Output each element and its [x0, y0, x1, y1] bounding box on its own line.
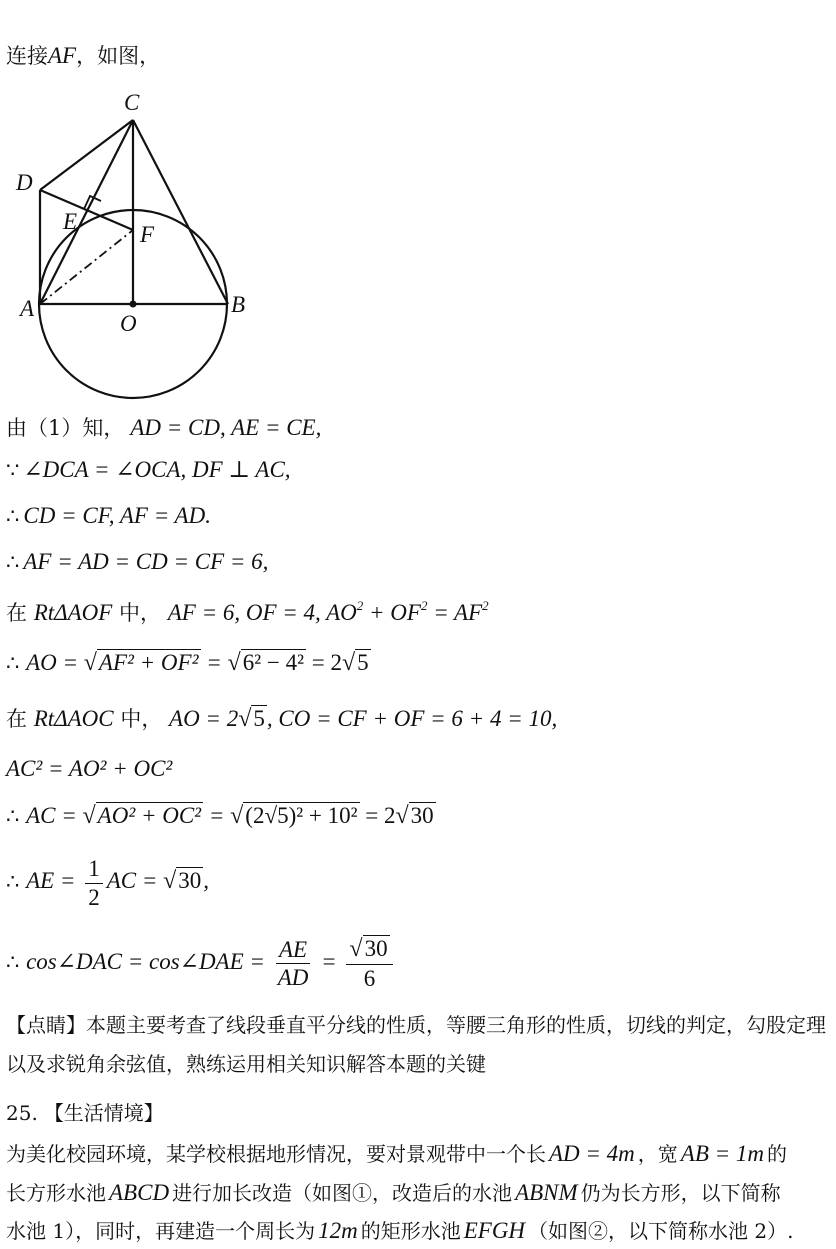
geometry-figure: [0, 80, 280, 410]
comment-paragraph: [6, 1006, 828, 1084]
comment-text: 本题主要考查了线段垂直平分线的性质，等腰三角形的性质，切线的判定，勾股定理以及求锐角余弦值，熟练运用相关知识解答本题的关键: [6, 1013, 826, 1076]
solution-line-4: ∴ AF = AD = CD = CF = 6,: [6, 549, 269, 574]
label-e: E: [63, 209, 78, 234]
problem-line-1: 为美化校园环境，某学校根据地形情况，要对景观带中一个长 AD = 4m ，宽 AB = 1m 的: [6, 1141, 788, 1166]
problem-line-3: 水池 1），同时，再建造一个周长为 12m 的矩形水池 EFGH （如图②，以下简称水池 2）.: [6, 1218, 794, 1243]
solution-line-8: AC² = AO² + OC²: [6, 756, 173, 781]
solution-line-5: 在 RtΔAOF 中， AF = 6, OF = 4, $AO^2 + OF^2 = AF^2$: [6, 598, 489, 625]
label-d: D: [16, 170, 33, 195]
label-b: B: [231, 292, 246, 317]
solution-line-3: ∴ CD = CF, AF = AD.: [6, 503, 211, 528]
problem-tag: 【生活情境】: [43, 1101, 164, 1125]
solution-line-9: ∴ AC = √AO² + OC² = √(2√5)² + 10² = 2√30: [6, 803, 434, 829]
intro-line: [6, 40, 160, 70]
solution-line-1: 由（1）知， AD = CD, AE = CE,: [6, 415, 322, 440]
solution-line-10: ∴ AE = $\frac{1}{2}$ AC = √30,: [6, 856, 210, 910]
solution-line-7: 在 RtΔAOC 中， AO = 2√5, CO = CF + OF = 6 + 4 = 10,: [6, 706, 558, 732]
intro-var: AF: [48, 43, 77, 68]
label-f: F: [140, 222, 155, 247]
label-a: A: [20, 296, 35, 321]
intro-text: 连接: [6, 44, 48, 68]
label-o: O: [120, 311, 137, 336]
problem-line-2: 长方形水池 ABCD 进行加长改造（如图①，改造后的水池 ABNM 仍为长方形，以下简称: [6, 1180, 781, 1205]
solution-line-11: ∴ cos∠DAC = cos∠DAE = $\frac{AE}{AD}$ = $\frac{√30}{6}$: [6, 935, 397, 992]
solution-line-6: ∴ AO = √AF² + OF² = √6² − 4² = 2√5: [6, 650, 369, 676]
segment-af-dashed: [40, 230, 133, 304]
problem-number: 25.: [6, 1101, 38, 1125]
point-o: [130, 301, 137, 308]
segment-cd: [40, 120, 133, 190]
intro-text-end: ，如图，: [76, 44, 161, 68]
problem-heading: [6, 1097, 164, 1126]
label-c: C: [124, 90, 140, 115]
solution-line-2: ∵ ∠DCA = ∠OCA, DF ⊥ AC,: [6, 457, 291, 482]
comment-tag: 【点睛】: [6, 1013, 86, 1037]
